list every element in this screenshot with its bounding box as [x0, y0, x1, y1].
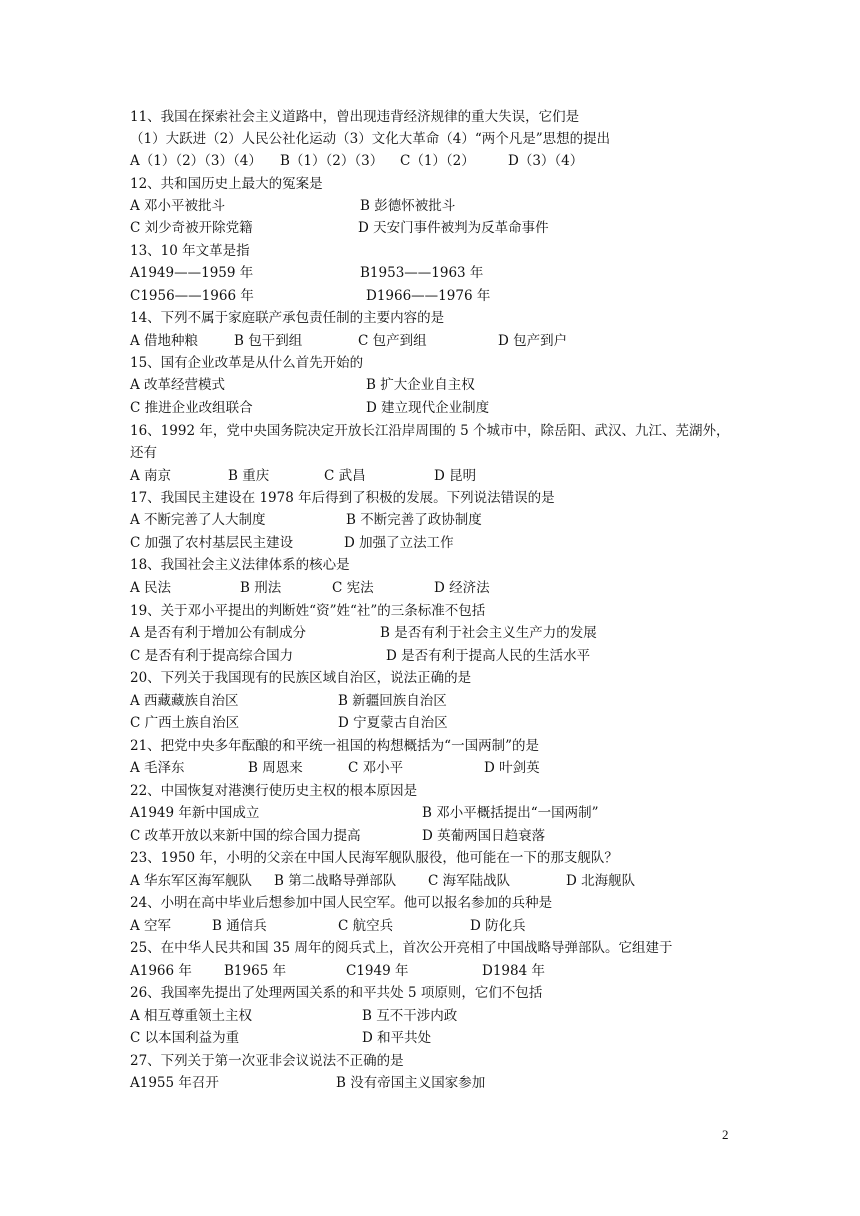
- line-text: （1）大跃进（2）人民公社化运动（3）文化大革命（4）“两个凡是”思想的提出: [130, 131, 611, 147]
- option-text: B 扩大企业自主权: [366, 377, 475, 393]
- option-text: B1965 年: [224, 963, 287, 979]
- line-text: 23、1950 年，小明的父亲在中国人民海军舰队服役，他可能在一下的那支舰队？: [130, 850, 618, 866]
- option-text: C 加强了农村基层民主建设: [130, 535, 294, 551]
- option-text: A 借地种粮: [130, 333, 199, 349]
- line-text: 19、关于邓小平提出的判断姓“资”姓“社”的三条标准不包括: [130, 603, 486, 619]
- option-text: A（1）（2）（3）（4）: [130, 153, 262, 169]
- option-text: D 加强了立法工作: [344, 535, 454, 551]
- option-text: B 不断完善了政协制度: [346, 512, 482, 528]
- option-text: C 推进企业改组联合: [130, 400, 253, 416]
- option-text: A 改革经营模式: [130, 377, 226, 393]
- option-text: A1966 年: [130, 963, 192, 979]
- option-text: B 没有帝国主义国家参加: [336, 1075, 486, 1091]
- option-text: D 经济法: [434, 580, 490, 596]
- line-text: 25、在中华人民共和国 35 周年的阅兵式上，首次公开亮相了中国战略导弹部队。它组建于: [130, 940, 673, 956]
- line-text: 14、下列不属于家庭联产承包责任制的主要内容的是: [130, 310, 445, 326]
- option-text: D（3）（4）: [508, 153, 584, 169]
- line-text: 11、我国在探索社会主义道路中，曾出现违背经济规律的重大失误，它们是: [130, 109, 580, 125]
- option-text: C 是否有利于提高综合国力: [130, 648, 294, 664]
- option-text: D 天安门事件被判为反革命事件: [358, 220, 549, 236]
- option-text: C 包产到组: [358, 333, 427, 349]
- option-text: B 彭德怀被批斗: [360, 198, 456, 214]
- option-text: B1953——1963 年: [360, 265, 484, 281]
- option-text: A 华东军区海军舰队: [130, 873, 253, 889]
- option-text: D 包产到户: [498, 333, 568, 349]
- option-text: A1949 年新中国成立: [130, 805, 260, 821]
- option-text: C（1）（2）: [400, 153, 475, 169]
- option-text: C 刘少奇被开除党籍: [130, 220, 253, 236]
- option-text: C 邓小平: [348, 760, 404, 776]
- option-text: D1984 年: [482, 963, 545, 979]
- line-text: 还有: [130, 445, 157, 461]
- line-text: 13、10 年文革是指: [130, 243, 250, 259]
- line-text: 22、中国恢复对港澳行使历史主权的根本原因是: [130, 783, 418, 799]
- option-text: B 是否有利于社会主义生产力的发展: [380, 625, 597, 641]
- option-text: B 周恩来: [248, 760, 303, 776]
- option-text: D 建立现代企业制度: [366, 400, 490, 416]
- option-text: A1955 年召开: [130, 1075, 219, 1091]
- line-text: 21、把党中央多年酝酿的和平统一祖国的构想概括为“一国两制”的是: [130, 738, 539, 754]
- option-text: D 防化兵: [470, 918, 526, 934]
- option-text: D 是否有利于提高人民的生活水平: [386, 648, 591, 664]
- option-text: C 改革开放以来新中国的综合国力提高: [130, 828, 361, 844]
- option-text: C 以本国利益为重: [130, 1030, 240, 1046]
- option-text: A 空军: [130, 918, 172, 934]
- option-text: B 第二战略导弹部队: [274, 873, 397, 889]
- line-text: 18、我国社会主义法律体系的核心是: [130, 557, 350, 573]
- line-text: 26、我国率先提出了处理两国关系的和平共处 5 项原则，它们不包括: [130, 985, 543, 1001]
- option-text: A 毛泽东: [130, 760, 185, 776]
- option-text: A 民法: [130, 580, 172, 596]
- option-text: B 通信兵: [212, 918, 267, 934]
- line-text: 27、下列关于第一次亚非会议说法不正确的是: [130, 1053, 404, 1069]
- option-text: C 宪法: [332, 580, 374, 596]
- option-text: B 邓小平概括提出“一国两制”: [422, 805, 599, 821]
- option-text: A 不断完善了人大制度: [130, 512, 266, 528]
- line-text: 24、小明在高中毕业后想参加中国人民空军。他可以报名参加的兵种是: [130, 895, 553, 911]
- option-text: D 叶剑英: [484, 760, 540, 776]
- option-text: A 邓小平被批斗: [130, 198, 226, 214]
- option-text: C 武昌: [324, 468, 366, 484]
- option-text: A1949——1959 年: [130, 265, 254, 281]
- line-text: 15、国有企业改革是从什么首先开始的: [130, 355, 364, 371]
- option-text: C 航空兵: [338, 918, 394, 934]
- option-text: A 是否有利于增加公有制成分: [130, 625, 307, 641]
- line-text: 17、我国民主建设在 1978 年后得到了积极的发展。下列说法错误的是: [130, 490, 555, 506]
- option-text: B 刑法: [240, 580, 282, 596]
- line-text: 16、1992 年，党中央国务院决定开放长江沿岸周围的 5 个城市中，除岳阳、武汉、九江、芜湖外，: [130, 423, 730, 439]
- option-text: B 包干到组: [234, 333, 303, 349]
- option-text: B（1）（2）（3）: [280, 153, 384, 169]
- option-text: D 北海舰队: [566, 873, 636, 889]
- option-text: D1966——1976 年: [366, 288, 491, 304]
- option-text: B 重庆: [228, 468, 270, 484]
- option-text: B 互不干涉内政: [362, 1008, 458, 1024]
- option-text: C1949 年: [346, 963, 409, 979]
- option-text: C1956——1966 年: [130, 288, 254, 304]
- option-text: A 南京: [130, 468, 172, 484]
- line-text: 20、下列关于我国现有的民族区域自治区，说法正确的是: [130, 670, 472, 686]
- option-text: A 西藏藏族自治区: [130, 693, 239, 709]
- option-text: A 相互尊重领土主权: [130, 1008, 253, 1024]
- page-number: 2: [722, 1127, 729, 1142]
- option-text: C 海军陆战队: [428, 873, 511, 889]
- option-text: D 昆明: [434, 468, 477, 484]
- option-text: B 新疆回族自治区: [338, 693, 447, 709]
- option-text: C 广西土族自治区: [130, 715, 240, 731]
- option-text: D 宁夏蒙古自治区: [338, 715, 448, 731]
- option-text: D 英葡两国日趋衰落: [422, 828, 546, 844]
- line-text: 12、共和国历史上最大的冤案是: [130, 176, 323, 192]
- option-text: D 和平共处: [362, 1030, 432, 1046]
